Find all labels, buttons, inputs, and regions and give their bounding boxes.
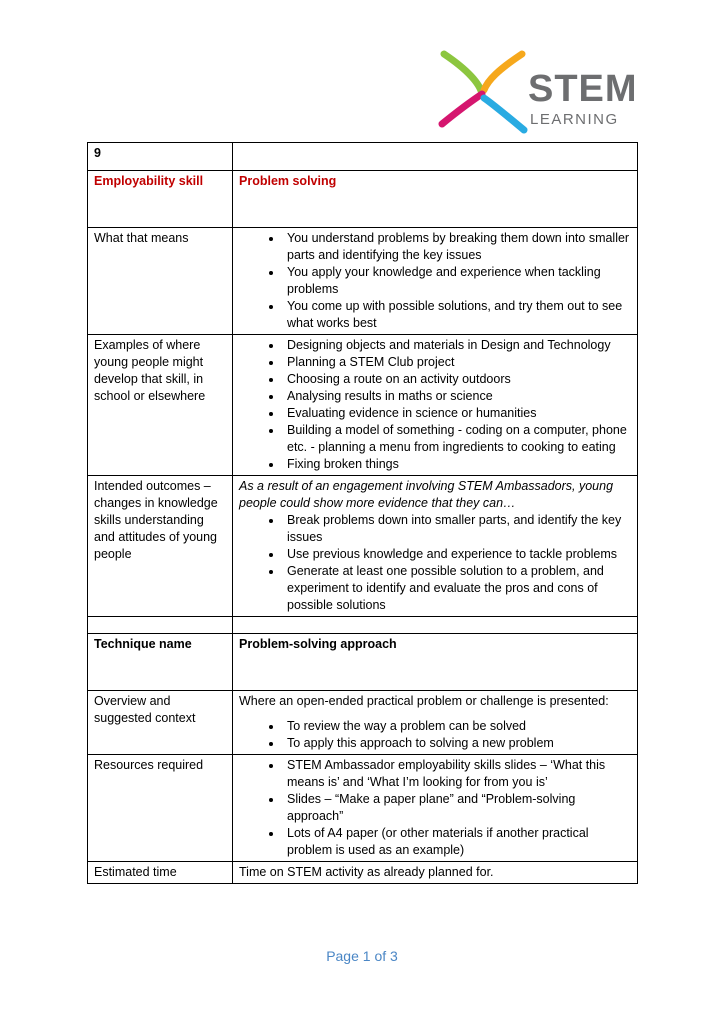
- list-item: • You understand problems by breaking them down into smaller parts and identifying the key issues: [283, 230, 631, 264]
- row-label: What that means: [88, 228, 233, 335]
- table-row: [88, 228, 638, 335]
- skill-value: Problem solving: [233, 171, 638, 228]
- bullet-list: [239, 718, 631, 752]
- technique-value: Problem-solving approach: [233, 634, 638, 691]
- list-item: • STEM Ambassador employability skills slides – ‘What this means is’ and ‘What I’m looking for from you is’: [283, 757, 631, 791]
- list-item: • Evaluating evidence in science or humanities: [283, 405, 631, 422]
- outcomes-intro: As a result of an engagement involving STEM Ambassadors, young people could show more evidence that they can…: [239, 479, 614, 510]
- number-row: [88, 143, 638, 171]
- page-number: Page 1 of 3: [326, 948, 398, 964]
- bullet-list: [239, 512, 631, 614]
- skill-label: Employability skill: [88, 171, 233, 228]
- logo-subtitle: LEARNING: [530, 111, 619, 128]
- bullet-list: [239, 337, 631, 473]
- time-value: Time on STEM activity as already planned for.: [233, 862, 638, 884]
- list-item: • Break problems down into smaller parts, and identify the key issues: [283, 512, 631, 546]
- list-item: • Fixing broken things: [283, 456, 631, 473]
- list-item: • Use previous knowledge and experience to tackle problems: [283, 546, 631, 563]
- list-item: • Planning a STEM Club project: [283, 354, 631, 371]
- list-item: • Lots of A4 paper (or other materials if another practical problem is used as an example): [283, 825, 631, 859]
- technique-label: Technique name: [88, 634, 233, 691]
- list-item: • Generate at least one possible solution to a problem, and experiment to identify and evaluate the pros and cons of possible solutions: [283, 563, 631, 614]
- list-item: • Choosing a route on an activity outdoors: [283, 371, 631, 388]
- bullet-list: [239, 757, 631, 859]
- list-item: • You come up with possible solutions, and try them out to see what works best: [283, 298, 631, 332]
- table-row: [88, 691, 638, 755]
- overview-intro: Where an open-ended practical problem or challenge is presented:: [239, 694, 609, 708]
- skill-number: 9: [88, 143, 233, 171]
- list-item: • You apply your knowledge and experience when tackling problems: [283, 264, 631, 298]
- table-row: [88, 755, 638, 862]
- row-label: Overview and suggested context: [88, 691, 233, 755]
- list-item: • Designing objects and materials in Design and Technology: [283, 337, 631, 354]
- skill-table: [87, 142, 638, 884]
- spacer-row: [88, 617, 638, 634]
- bullet-list: [239, 230, 631, 332]
- list-item: • Analysing results in maths or science: [283, 388, 631, 405]
- list-item: • Building a model of something - coding on a computer, phone etc. - planning a menu from ingredients to cooking to eating: [283, 422, 631, 456]
- row-label: Estimated time: [88, 862, 233, 884]
- skill-row: [88, 171, 638, 228]
- technique-row: [88, 634, 638, 691]
- list-item: • To review the way a problem can be solved: [283, 718, 631, 735]
- table-row: [88, 862, 638, 884]
- stem-learning-logo: [438, 50, 638, 136]
- row-label: Resources required: [88, 755, 233, 862]
- stem-x-mark-icon: [438, 50, 528, 136]
- row-label: Examples of where young people might develop that skill, in school or elsewhere: [88, 335, 233, 476]
- logo-wordmark: STEM: [528, 68, 638, 110]
- table-row: [88, 476, 638, 617]
- table-row: [88, 335, 638, 476]
- list-item: • To apply this approach to solving a new problem: [283, 735, 631, 752]
- row-label: Intended outcomes – changes in knowledge skills understanding and attitudes of young people: [88, 476, 233, 617]
- list-item: • Slides – “Make a paper plane” and “Problem-solving approach”: [283, 791, 631, 825]
